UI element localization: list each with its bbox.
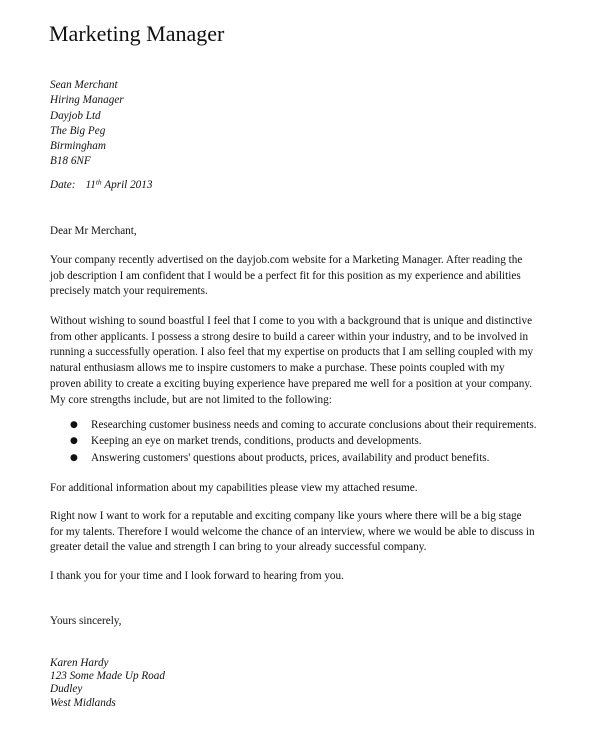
paragraph-line: I thank you for your time and I look forward to hearing from you. (50, 570, 344, 582)
date-day: 11 (85, 179, 96, 191)
paragraph-line: job description I am confident that I would be a perfect fit for this position as my experience and abilities (50, 269, 521, 282)
bullet-icon: ● (70, 452, 78, 463)
list-item (50, 433, 580, 449)
date-label: Date: (50, 179, 76, 191)
sender-region: West Midlands (50, 696, 116, 709)
closing: Yours sincerely, (50, 615, 122, 627)
paragraph-line: proven ability to create a exciting buying experience have prepared me well for a position at your company. (50, 377, 533, 390)
recipient-address (50, 78, 124, 170)
salutation: Dear Mr Merchant, (50, 225, 137, 237)
list-item-text: Researching customer business needs and coming to accurate conclusions about their requirements. (91, 419, 537, 431)
recipient-company: Dayjob Ltd (50, 109, 101, 122)
recipient-position: Hiring Manager (50, 94, 124, 107)
recipient-name: Sean Merchant (50, 79, 118, 91)
sender-name: Karen Hardy (50, 657, 109, 669)
paragraph-line: For additional information about my capabilities please view my attached resume. (50, 482, 418, 494)
paragraph-line: greater detail the value and strength I can bring to your already successful company. (50, 541, 427, 554)
document-title: Marketing Manager (49, 21, 225, 46)
bullet-icon: ● (70, 420, 78, 430)
paragraph-line: My core strengths include, but are not limited to the following: (50, 393, 332, 406)
paragraph-line: from other applicants. I possess a strong desire to build a career within your industry, and to be involved in (50, 330, 529, 343)
list-item-text: Answering customers' questions about products, prices, availability and product benefits. (91, 451, 490, 464)
paragraph-background (50, 314, 580, 408)
strengths-list (50, 417, 580, 466)
paragraph-line: Without wishing to sound boastful I feel that I come to you with a background that is unique and distinctive (50, 315, 533, 327)
recipient-city: Birmingham (50, 140, 106, 153)
paragraph-line: Right now I want to work for a reputable and exciting company like yours where there will be a big stage (50, 510, 522, 522)
paragraph-line: running a successfully operation. I also feel that my expertise on products that I am selling coupled with my (50, 346, 534, 359)
sender-address (50, 657, 165, 710)
bullet-icon: ● (70, 436, 78, 447)
list-item (50, 450, 580, 466)
list-item-text: Keeping an eye on market trends, conditions, products and developments. (91, 435, 422, 448)
paragraph-line: Your company recently advertised on the dayjob.com website for a Marketing Manager. After reading the (50, 254, 523, 266)
paragraph-line: for my talents. Therefore I would welcome the chance of an interview, where we would be able to discuss in (50, 525, 535, 538)
recipient-postcode: B18 6NF (50, 155, 91, 168)
recipient-street: The Big Peg (50, 124, 106, 137)
paragraph-intro (50, 253, 580, 300)
paragraph-resume (50, 481, 580, 497)
date-rest: April 2013 (101, 179, 153, 191)
sender-street: 123 Some Made Up Road (50, 670, 165, 683)
date-suffix: th (95, 177, 102, 187)
paragraph-line: precisely match your requirements. (50, 285, 208, 298)
sender-town: Dudley (50, 683, 83, 696)
paragraph-thanks (50, 569, 580, 585)
list-item (50, 417, 580, 433)
paragraph-interview (50, 509, 580, 556)
letter-date (50, 178, 152, 193)
paragraph-line: natural enthusiasm allows me to inspire customers to make a purchase. These points coupled with my (50, 362, 505, 375)
